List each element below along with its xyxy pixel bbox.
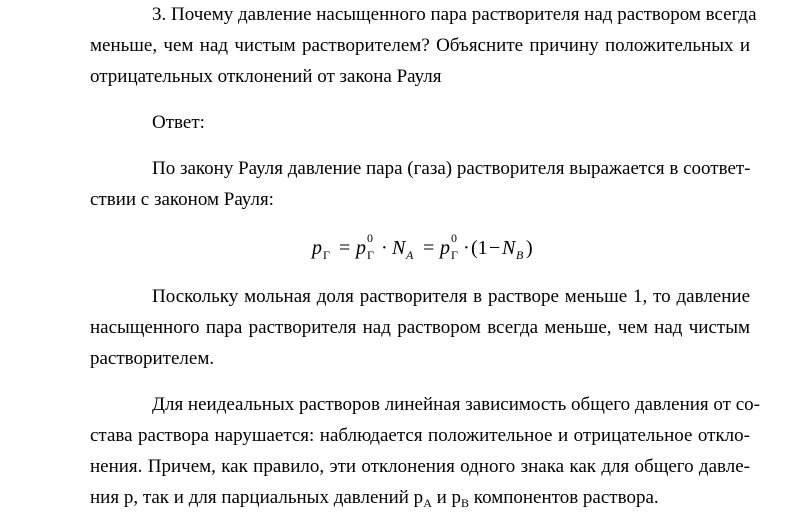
- formula-p2: p: [356, 237, 366, 259]
- paragraph1-line-1: По закону Рауля давление пара (газа) растворителя выражается в соответ-: [152, 158, 751, 179]
- paragraph3-line-4: [90, 487, 750, 510]
- formula-n1: N: [392, 237, 406, 259]
- formula-p3: p: [440, 237, 450, 259]
- paragraph1-line-2: ствии с законом Рауля:: [90, 189, 274, 210]
- subscript-a: A: [423, 496, 432, 510]
- paragraph3-line-4-end: компонентов раствора.: [469, 487, 659, 508]
- formula-dot2: ·: [463, 237, 470, 259]
- formula-sup-2: 0: [451, 231, 457, 245]
- paragraph3-line-2: става раствора нарушается: наблюдается положительное и отрицательное откло-: [90, 425, 750, 446]
- paragraph2-line-2: насыщенного пара растворителя над раствором всегда меньше, чем над чистым: [90, 317, 750, 338]
- question-line-2: меньше, чем над чистым растворителем? Объясните причину положительных и: [90, 35, 750, 56]
- formula-sub-g2: Г: [367, 248, 374, 262]
- paragraph3-line-3: нения. Причем, как правило, эти отклонения одного знака как для общего давле-: [90, 456, 750, 477]
- formula-sup-1: 0: [367, 231, 373, 245]
- question-line-1: 3. Почему давление насыщенного пара растворителя над раствором всегда: [152, 4, 757, 25]
- paragraph3-line-4-start: ния р, так и для парциальных давлений р: [90, 487, 424, 508]
- formula-sub-a: A: [406, 248, 414, 262]
- formula-dot1: ·: [381, 237, 388, 259]
- paragraph3-line-1: Для неидеальных растворов линейная зависимость общего давления от со-: [152, 394, 760, 415]
- paragraph3-line-4-mid: и р: [431, 487, 462, 508]
- raoult-formula: [0, 228, 810, 268]
- paragraph2-line-3: растворителем.: [90, 348, 215, 369]
- formula-sub-g1: Г: [323, 248, 330, 262]
- formula-sub-b: B: [516, 248, 524, 262]
- formula-eq1: =: [339, 237, 351, 259]
- formula-minus: −: [489, 237, 501, 259]
- formula-eq2: =: [423, 237, 435, 259]
- question-line-3: отрицательных отклонений от закона Рауля: [90, 66, 442, 87]
- formula-svg: [300, 228, 580, 268]
- formula-close: ): [526, 237, 533, 259]
- paragraph2-line-1: Поскольку мольная доля растворителя в растворе меньше 1, то давление: [152, 286, 750, 307]
- subscript-b: B: [461, 496, 470, 510]
- formula-open: (1: [471, 237, 488, 259]
- answer-label: Ответ:: [152, 112, 205, 133]
- formula-n2: N: [502, 237, 516, 259]
- formula-sub-g3: Г: [451, 248, 458, 262]
- formula-p1: p: [312, 237, 322, 259]
